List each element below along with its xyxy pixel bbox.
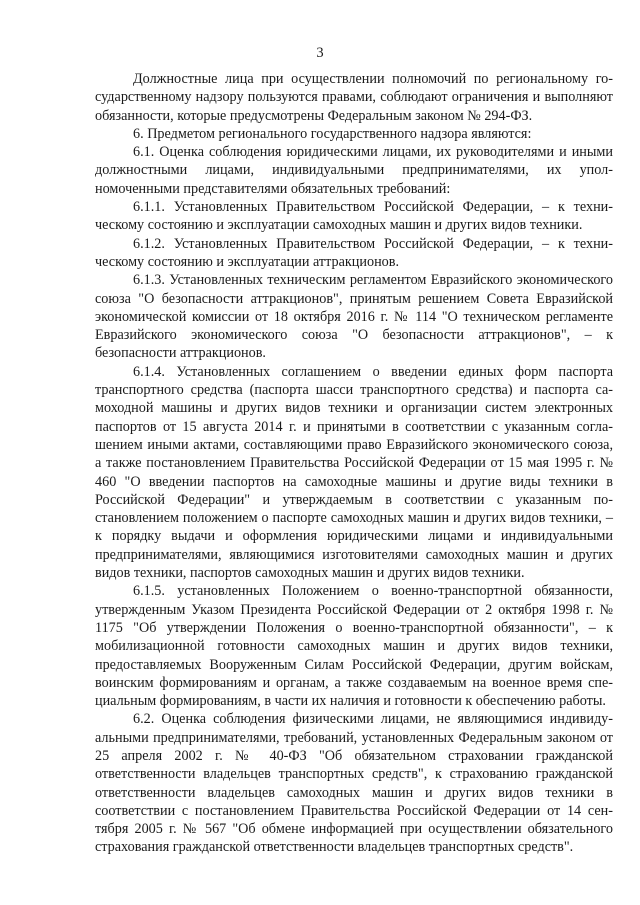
paragraph-officials-powers: Должностные лица при осуществлении полномочий по региональному государственному надзору пользуются правами, соблюдают ограничения и выполняют обязанности, которые предусмотрены Федеральным законом № 294-ФЗ. bbox=[95, 71, 613, 124]
page-number: 3 bbox=[316, 45, 324, 61]
paragraph-6-1-5: 6.1.5. установленных Положением о военно-транспортной обязанности, утвержденным Указом Президента Российской Федерации от 2 октября 1998 г. № 1175 "Об утверждении Положения о военно-транспортной обязанности", – к мобилизационной готовности самоходных машин и других видов техники, предоставляемых Вооруженным Силам Российской Федерации, другим войскам, воинским формированиям и органам, а также создаваемым на военное время специальным формированиям, в части их наличия и готовности к обеспечению работы. bbox=[95, 583, 613, 710]
paragraph-6-subject: 6. Предметом регионального государственного надзора являются: bbox=[133, 125, 532, 142]
paragraph-6-1-2: 6.1.2. Установленных Правительством Российской Федерации, – к техническому состоянию и эксплуатации аттракционов. bbox=[95, 235, 613, 270]
paragraph-6-2: 6.2. Оценка соблюдения физическими лицами, не являющимися индивидуальными предпринимателями, требований, установленных Федеральным законом от 25 апреля 2002 г. № 40-ФЗ "Об обязательном страховании гражданской ответственности владельцев транспортных средств", к страхованию гражданской ответственности владельцев самоходных машин и других видов техники в соответствии с постановлением Правительства Российской Федерации от 14 сентября 2005 г. № 567 "Об обмене информацией при осуществлении обязательного страхования гражданской ответственности владельцев транспортных средств". bbox=[95, 711, 613, 856]
paragraph-6-1-3: 6.1.3. Установленных техническим регламентом Евразийского экономического союза "О безопасности аттракционов", принятым решением Совета Евразийской экономической комиссии от 18 октября 2016 г. № 114 "О техническом регламенте Евразийского экономического союза "О безопасности аттракционов", – к безопасности аттракционов. bbox=[95, 272, 613, 362]
paragraph-6-1-1: 6.1.1. Установленных Правительством Российской Федерации, – к техническому состоянию и эксплуатации самоходных машин и других видов техники. bbox=[95, 199, 613, 234]
document-body bbox=[95, 70, 613, 857]
paragraph-6-1-4: 6.1.4. Установленных соглашением о введении единых форм паспорта транспортного средства (паспорта шасси транспортного средства) и паспорта самоходной машины и других видов техники и организации систем электронных паспортов от 15 августа 2014 г. и принятыми в соответствии с указанным соглашением иными актами, составляющими право Евразийского экономического союза, а также постановлением Правительства Российской Федерации от 15 мая 1995 г. № 460 "О введении паспортов на самоходные машины и другие виды техники в Российской Федерации" и утверждаемым в соответствии с указанным постановлением положением о паспорте самоходных машин и других видов техники, – к порядку выдачи и оформления юридическими лицами и индивидуальными предпринимателями, являющимися изготовителями самоходных машин и других видов техники, паспортов самоходных машин и других видов техники. bbox=[95, 363, 613, 582]
paragraph-6-1: 6.1. Оценка соблюдения юридическими лицами, их руководителями и иными должностными лицами, индивидуальными предпринимателями, их уполномоченными представителями обязательных требований: bbox=[95, 144, 613, 197]
